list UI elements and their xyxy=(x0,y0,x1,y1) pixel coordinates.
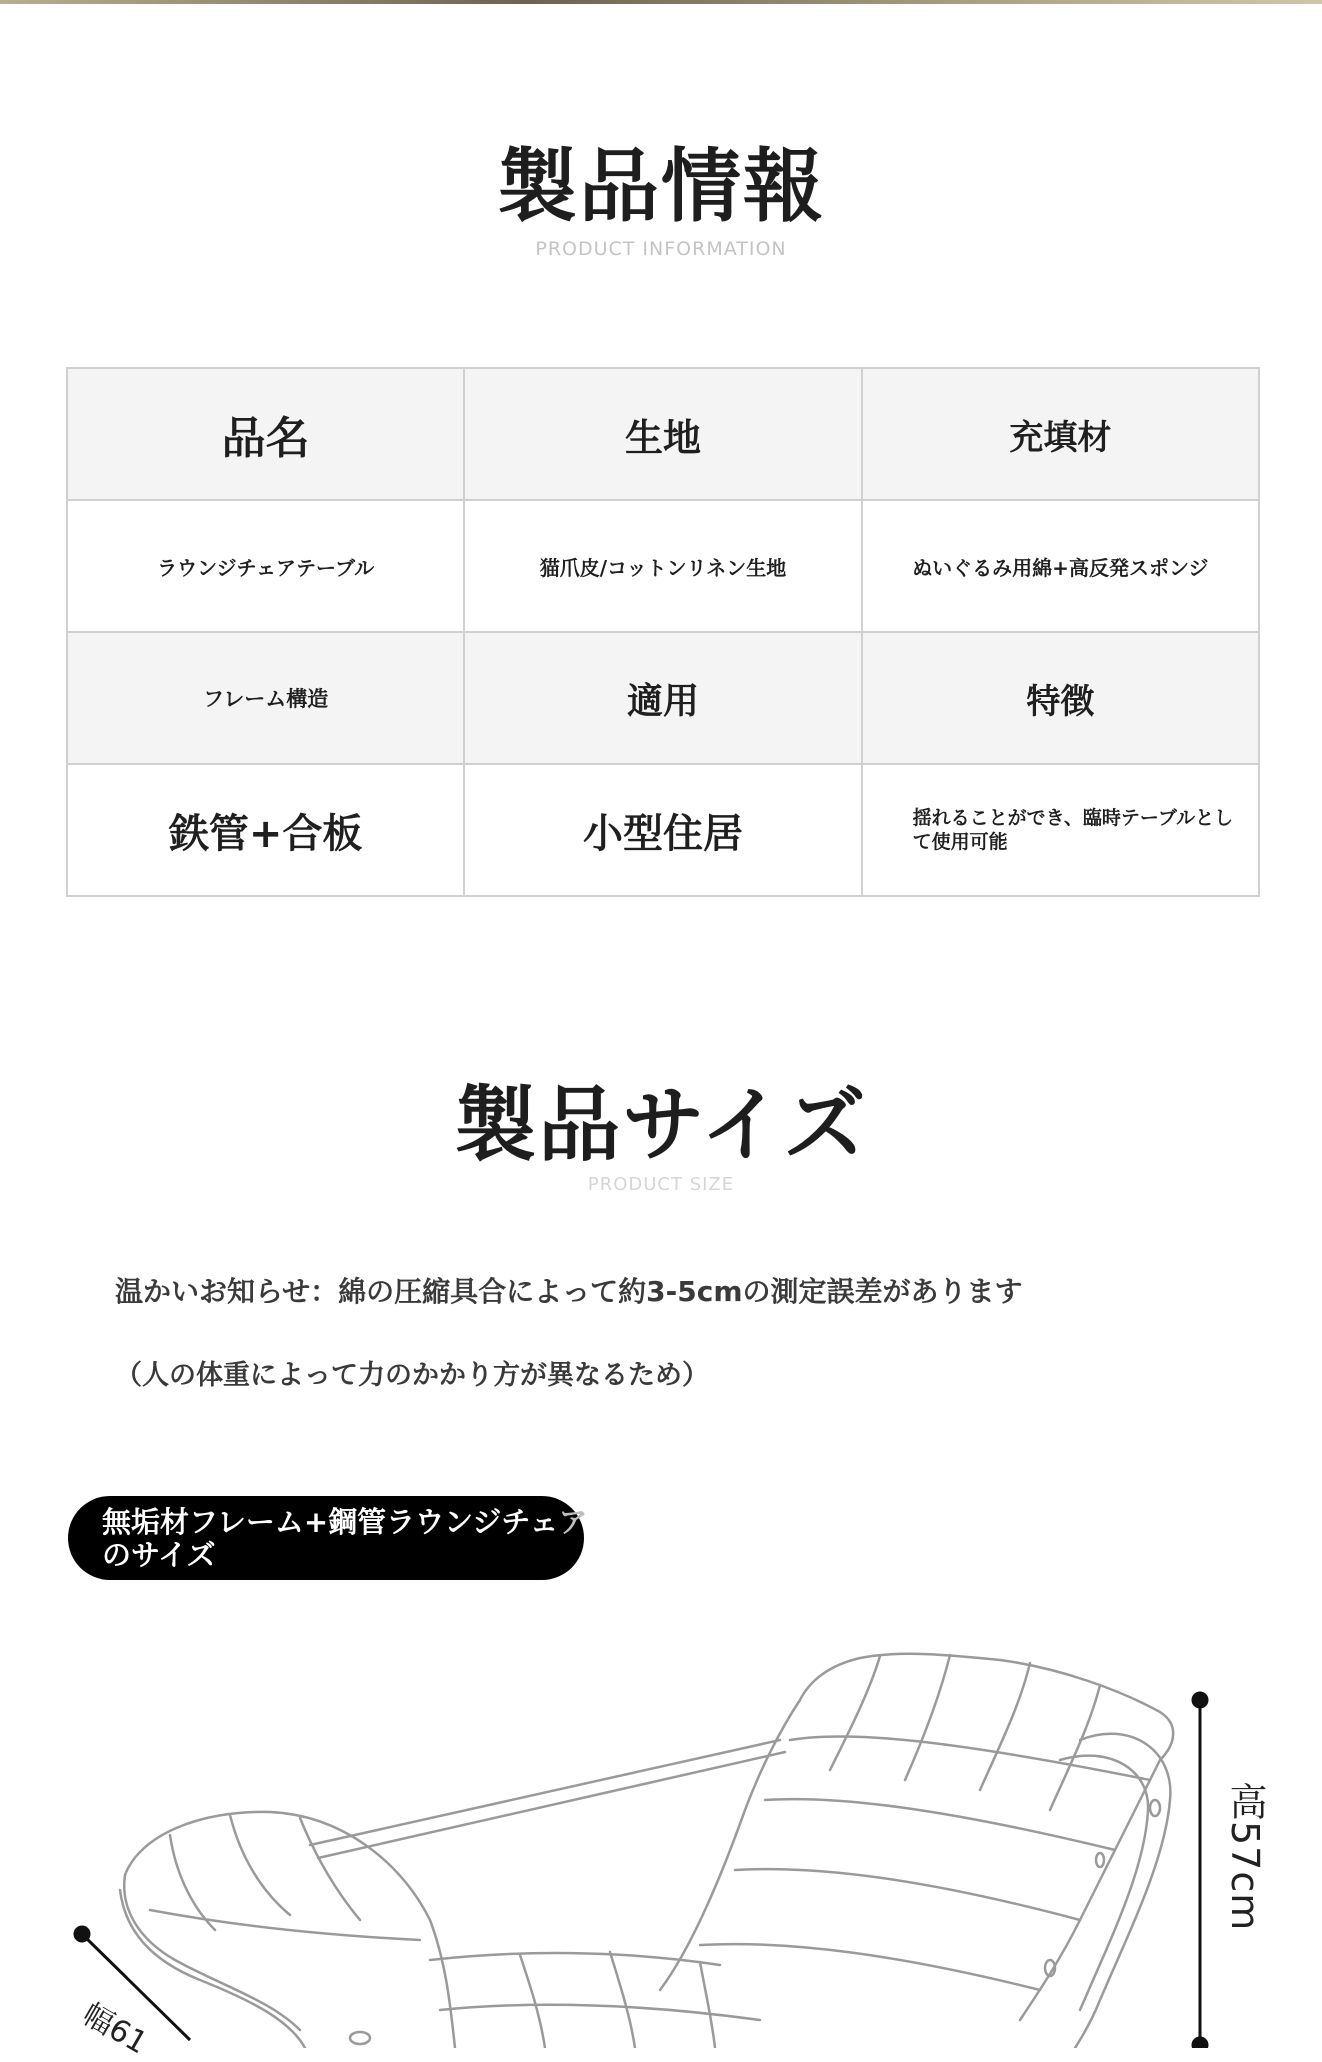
product-size-title: 製品サイズ xyxy=(454,1078,868,1173)
lounge-chair-line-drawing xyxy=(0,1600,1322,2048)
table-row xyxy=(67,764,1259,896)
cell-feature-header: 特徴 xyxy=(862,632,1259,764)
cell-fabric-value: 猫爪皮/コットンリネン生地 xyxy=(464,500,861,632)
cell-fabric-header: 生地 xyxy=(464,368,861,500)
cell-frame-value: 鉄管+合板 xyxy=(67,764,464,896)
cell-name-value: ラウンジチェアテーブル xyxy=(67,500,464,632)
cell-name-header: 品名 xyxy=(67,368,464,500)
width-dimension-label: 幅61 xyxy=(76,1996,154,2062)
cell-frame-header: フレーム構造 xyxy=(67,632,464,764)
cell-usage-value: 小型住居 xyxy=(464,764,861,896)
size-caption-line1-tail: ア xyxy=(558,1505,588,1539)
size-caption-line1: 無垢材フレーム+鋼管ラウンジチェ xyxy=(102,1505,559,1539)
measurement-notice: 温かいお知らせ：綿の圧縮具合によって約3-5cmの測定誤差があります xyxy=(115,1275,1023,1308)
cell-usage-header: 適用 xyxy=(464,632,861,764)
table-row xyxy=(67,500,1259,632)
table-row xyxy=(67,368,1259,500)
height-dimension-label: 高57cm xyxy=(1223,1782,1267,1932)
table-row xyxy=(67,632,1259,764)
measurement-notice-reason: （人の体重によって力のかかり方が異なるため） xyxy=(115,1360,709,1391)
cell-feature-value: 揺れることができ、臨時テーブルとして使用可能 xyxy=(862,764,1259,896)
cell-filling-value: ぬいぐるみ用綿+高反発スポンジ xyxy=(862,500,1259,632)
product-info-subtitle: PRODUCT INFORMATION xyxy=(535,238,787,260)
size-caption-text xyxy=(102,1506,622,1572)
product-info-title: 製品情報 xyxy=(497,140,825,233)
size-caption-line2: のサイズ xyxy=(102,1538,216,1572)
product-size-subtitle: PRODUCT SIZE xyxy=(587,1174,735,1195)
cell-filling-header: 充填材 xyxy=(862,368,1259,500)
top-image-strip xyxy=(0,0,1322,4)
spec-table xyxy=(66,367,1260,897)
